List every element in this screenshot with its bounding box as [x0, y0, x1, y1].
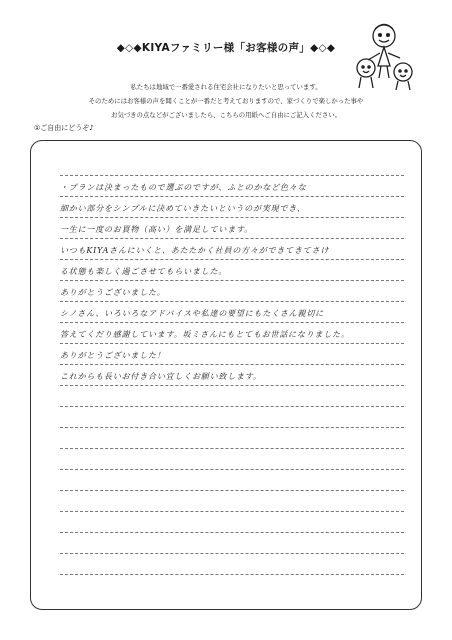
ruled-line [60, 574, 404, 575]
comment-line: 細かい部分をシンプルに決めていきたいというのが実現でき、 [60, 204, 306, 213]
form-title: ◆◇◆KIYAファミリー様「お客様の声」◆◇◆ [116, 42, 336, 54]
ruled-line [60, 175, 404, 176]
ruled-line [60, 469, 404, 470]
ruled-line [60, 448, 404, 449]
comment-line: これからも長いお付き合い宜しくお願い致します。 [60, 372, 262, 381]
intro-line-3: お気づきの点などがございましたら、こちらの用紙へご自由にご記入ください。 [110, 111, 342, 119]
comment-line: シノさん、いろいろなアドバイスや私達の要望にもたくさん親切に [60, 309, 324, 318]
comment-line: いつもKIYAさんにいくと、あたたかく社員の方々ができてきてさけ [60, 246, 330, 255]
free-comment-prompt: ①ご自由にどうぞ♪ [34, 124, 94, 132]
comment-line: ・プランは決まったもので選ぶのですが、ふとのかなど色々な [60, 183, 307, 192]
ruled-line [60, 553, 404, 554]
ruled-line [60, 511, 404, 512]
ruled-line [60, 532, 404, 533]
mascot-illustration [356, 22, 414, 92]
comment-line: ありがとうございました！ [60, 351, 166, 360]
ruled-line [60, 406, 404, 407]
ruled-line [60, 490, 404, 491]
ruled-line [60, 427, 404, 428]
intro-line-2: そのためにはお客様の声を聞くことが一番だと考えておりますので、家づくりで楽しかった事や [88, 97, 364, 105]
intro-line-1: 私たちは地域で一番愛される住宅会社になりたいと思っています。 [130, 83, 322, 91]
comment-line: 答えてくだり感謝しています。坂ミさんにもとてもお世話になりました。 [60, 330, 350, 339]
comment-line: ありがとうございました。 [60, 288, 166, 297]
comment-line: る状態も楽しく過ごさせてもらいました。 [60, 267, 228, 276]
comment-line: 一生に一度のお買物（高い）を満足しています。 [60, 225, 253, 234]
